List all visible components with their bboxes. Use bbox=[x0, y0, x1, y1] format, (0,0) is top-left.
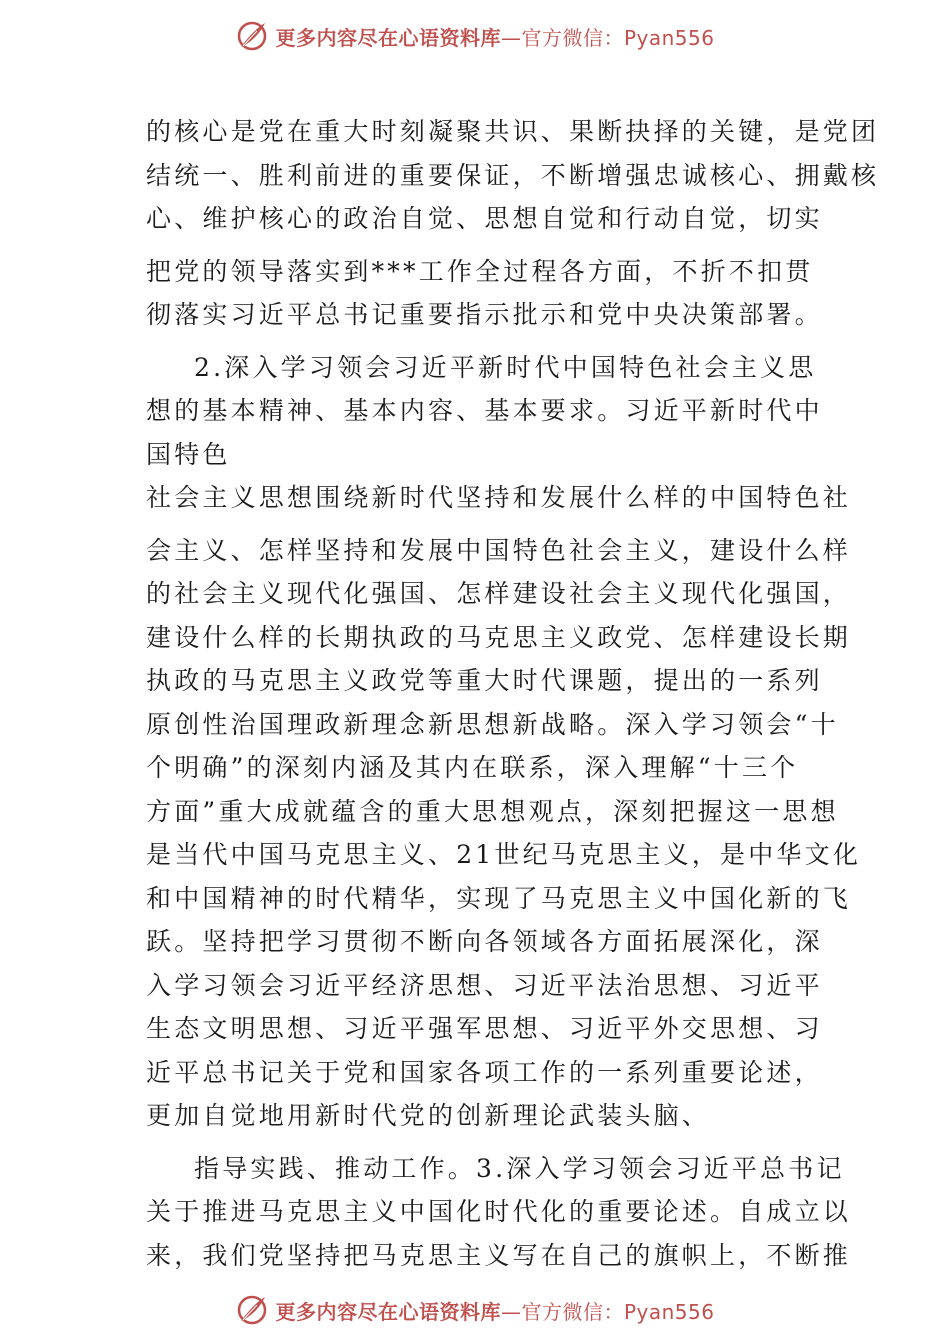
text-line: 入学习领会习近平经济思想、习近平法治思想、习近平 bbox=[146, 970, 823, 1000]
header-watermark bbox=[0, 16, 950, 56]
text-line: 执政的马克思主义政党等重大时代课题，提出的一系列 bbox=[146, 666, 823, 695]
text-line: 来，我们党坚持把马克思主义写在自己的旗帜上，不断推 bbox=[146, 1240, 852, 1270]
watermark-contact: —官方微信：Pyan556 bbox=[500, 25, 715, 50]
text-line: 生态文明思想、习近平强军思想、习近平外交思想、习 bbox=[146, 1014, 823, 1043]
text-line: 原创性治国理政新理念新思想新战略。深入学习领会“十 bbox=[146, 709, 839, 739]
text-line: 结统一、胜利前进的重要保证，不断增强忠诚核心、拥戴核 bbox=[146, 160, 880, 190]
text-line: 更加自觉地用新时代党的创新理论武装头脑、 bbox=[146, 1101, 711, 1130]
feather-logo-icon bbox=[235, 1293, 269, 1327]
text-line: 想的基本精神、基本内容、基本要求。习近平新时代中 bbox=[146, 396, 823, 425]
text-line: 近平总书记关于党和国家各项工作的一系列重要论述， bbox=[146, 1057, 823, 1087]
watermark-brand: 更多内容尽在心语资料库 bbox=[275, 1299, 501, 1324]
text-line: 指导实践、推动工作。3.深入学习领会习近平总书记 bbox=[194, 1153, 845, 1183]
text-line: 彻落实习近平总书记重要指示批示和党中央决策部署。 bbox=[146, 300, 823, 329]
text-line: 个明确”的深刻内涵及其内在联系，深入理解“十三个 bbox=[146, 753, 799, 782]
watermark-brand: 更多内容尽在心语资料库 bbox=[275, 25, 501, 50]
text-line: 跃。坚持把学习贯彻不断向各领域各方面拓展深化，深 bbox=[146, 927, 823, 956]
text-line: 2.深入学习领会习近平新时代中国特色社会主义思 bbox=[194, 352, 817, 382]
text-line: 把党的领导落实到***工作全过程各方面，不折不扣贯 bbox=[146, 256, 814, 286]
footer-watermark bbox=[0, 1290, 950, 1330]
text-line: 会主义、怎样坚持和发展中国特色社会主义，建设什么样 bbox=[146, 535, 852, 565]
text-line: 建设什么样的长期执政的马克思主义政党、怎样建设长期 bbox=[146, 622, 852, 652]
text-line: 国特色 bbox=[146, 439, 231, 469]
text-line: 的社会主义现代化强国、怎样建设社会主义现代化强国， bbox=[146, 579, 852, 608]
text-line: 和中国精神的时代精华，实现了马克思主义中国化新的飞 bbox=[146, 883, 852, 913]
text-line: 心、维护核心的政治自觉、思想自觉和行动自觉，切实 bbox=[146, 204, 823, 233]
document-body bbox=[146, 110, 880, 1277]
paragraph-5 bbox=[146, 1147, 852, 1278]
text-line: 方面”重大成就蕴含的重大思想观点，深刻把握这一思想 bbox=[146, 796, 839, 826]
feather-logo-icon bbox=[235, 19, 269, 53]
text-line: 是当代中国马克思主义、21世纪马克思主义，是中华文化 bbox=[146, 840, 862, 869]
watermark-text bbox=[275, 22, 714, 51]
text-line: 的核心是党在重大时刻凝聚共识、果断抉择的关键，是党团 bbox=[146, 117, 880, 146]
watermark-contact: —官方微信：Pyan556 bbox=[500, 1299, 715, 1324]
watermark-text bbox=[275, 1296, 714, 1325]
text-line: 关于推进马克思主义中国化时代化的重要论述。自成立以 bbox=[146, 1197, 852, 1226]
paragraph-1 bbox=[146, 110, 880, 241]
text-line: 社会主义思想围绕新时代坚持和发展什么样的中国特色社 bbox=[146, 483, 852, 512]
paragraph-4 bbox=[146, 529, 862, 1138]
paragraph-2 bbox=[146, 250, 826, 337]
paragraph-3 bbox=[146, 346, 852, 520]
